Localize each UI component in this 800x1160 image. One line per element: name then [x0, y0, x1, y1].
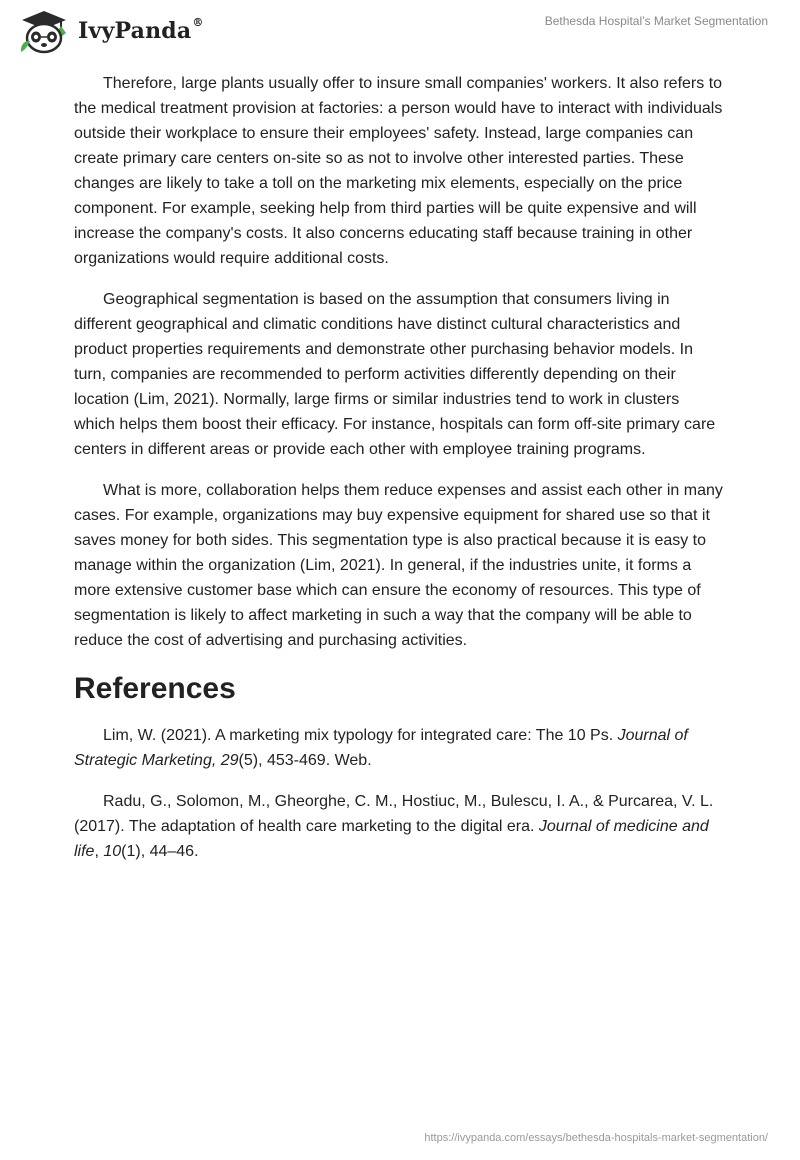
reference-volume: 10: [103, 843, 122, 860]
document-title: Bethesda Hospital’s Market Segmentation: [544, 14, 768, 28]
reference-journal: Journal of Strategic Marketing, 29: [74, 727, 688, 769]
references-heading: References: [74, 672, 236, 705]
reference-text: Lim, W. (2021). A marketing mix typology for integrated care: The 10 Ps.: [103, 727, 618, 744]
body-paragraph: Therefore, large plants usually offer to insure small companies' workers. It also refers to the medical treatment provision at factories: a person would have to interact with individuals outside their workplace to ensure their employees' safety. Instead, large companies can create primary care centers on-site so as not to involve other interested parties. These changes are likely to take a toll on the marketing mix elements, especially on the price component. For example, seeking help from third parties will be quite expensive and will increase the company's costs. It also concerns educating staff because training in other organizations would require additional costs.: [74, 75, 723, 267]
brand-name[interactable]: IvyPanda®: [78, 15, 204, 44]
essay-content: [74, 71, 724, 880]
reference-text: (5), 453-469. Web.: [238, 752, 372, 769]
reference-journal: Journal of medicine and life: [74, 818, 709, 860]
page-header: [0, 0, 800, 60]
reference-item: [74, 723, 724, 773]
panda-graduation-cap-icon: [16, 8, 72, 56]
reference-text: ,: [94, 843, 104, 860]
body-paragraph: Geographical segmentation is based on the assumption that consumers living in different geographical and climatic conditions have distinct cultural characteristics and product properties requirements and demonstrate other purchasing behavior models. In turn, companies are recommended to perform activities differently depending on their location (Lim, 2021). Normally, large firms or similar industries tend to work in clusters which helps them boost their efficacy. For instance, hospitals can form off-site primary care centers in different areas or provide each other with employee training programs.: [74, 291, 716, 458]
source-url[interactable]: https://ivypanda.com/essays/bethesda-hospitals-market-segmentation/: [424, 1132, 768, 1144]
reference-text: Radu, G., Solomon, M., Gheorghe, C. M., Hostiuc, M., Bulescu, I. A., & Purcarea, V. L. (2017). The adaptation of health care marketing to the digital era.: [74, 793, 714, 835]
reference-item: [74, 789, 724, 864]
reference-text: (1), 44–46.: [121, 843, 199, 860]
body-paragraph: What is more, collaboration helps them reduce expenses and assist each other in many cases. For example, organizations may buy expensive equipment for shared use so that it saves money for both sides. This segmentation type is also practical because it is easy to manage within the organization (Lim, 2021). In general, if the industries unite, it forms a more extensive customer base which can ensure the economy of resources. This type of segmentation is likely to affect marketing in such a way that the company will be able to reduce the cost of advertising and purchasing activities.: [74, 482, 723, 649]
